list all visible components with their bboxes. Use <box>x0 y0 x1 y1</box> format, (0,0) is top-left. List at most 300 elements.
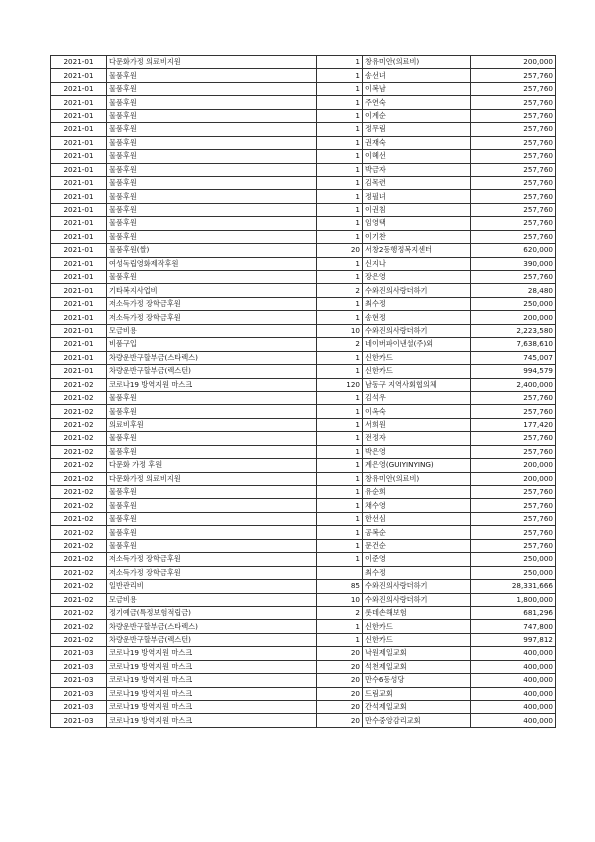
quantity-cell: 20 <box>317 244 363 257</box>
quantity-cell: 1 <box>317 486 363 499</box>
date-cell: 2021-02 <box>51 499 107 512</box>
amount-cell: 28,331,666 <box>471 580 556 593</box>
quantity-cell: 20 <box>317 687 363 700</box>
description-cell: 모금비용 <box>107 593 317 606</box>
description-cell: 물품후원 <box>107 499 317 512</box>
date-cell: 2021-01 <box>51 150 107 163</box>
recipient-cell: 송현정 <box>363 311 471 324</box>
description-cell: 물품후원 <box>107 539 317 552</box>
description-cell: 기타복지사업비 <box>107 284 317 297</box>
quantity-cell: 1 <box>317 351 363 364</box>
recipient-cell: 서희원 <box>363 418 471 431</box>
amount-cell: 257,760 <box>471 405 556 418</box>
table-row <box>51 472 556 485</box>
description-cell: 여성독립영화제작후원 <box>107 257 317 270</box>
description-cell: 코로나19 방역지원 마스크 <box>107 687 317 700</box>
date-cell: 2021-02 <box>51 633 107 646</box>
table-row <box>51 82 556 95</box>
amount-cell: 257,760 <box>471 486 556 499</box>
quantity-cell: 2 <box>317 606 363 619</box>
table-row <box>51 123 556 136</box>
date-cell: 2021-01 <box>51 203 107 216</box>
description-cell: 비품구입 <box>107 338 317 351</box>
description-cell: 차량운반구할부금(렉스턴) <box>107 365 317 378</box>
description-cell: 물품후원 <box>107 271 317 284</box>
recipient-cell: 정무림 <box>363 123 471 136</box>
amount-cell: 250,000 <box>471 297 556 310</box>
description-cell: 모금비용 <box>107 324 317 337</box>
table-row <box>51 701 556 714</box>
table-row <box>51 418 556 431</box>
date-cell: 2021-02 <box>51 378 107 391</box>
date-cell: 2021-01 <box>51 230 107 243</box>
description-cell: 저소득가정 장학금후원 <box>107 553 317 566</box>
description-cell: 물품후원 <box>107 176 317 189</box>
quantity-cell: 1 <box>317 365 363 378</box>
recipient-cell: 신지나 <box>363 257 471 270</box>
description-cell: 물품후원 <box>107 123 317 136</box>
description-cell: 차량운반구할부금(스타렉스) <box>107 351 317 364</box>
description-cell: 다문화 가정 후원 <box>107 459 317 472</box>
quantity-cell: 1 <box>317 82 363 95</box>
quantity-cell: 20 <box>317 674 363 687</box>
recipient-cell: 창유미안(의료비) <box>363 472 471 485</box>
description-cell: 물품후원 <box>107 486 317 499</box>
description-cell: 물품후원 <box>107 150 317 163</box>
amount-cell: 400,000 <box>471 701 556 714</box>
description-cell: 일반관리비 <box>107 580 317 593</box>
date-cell: 2021-03 <box>51 660 107 673</box>
description-cell: 의료비후원 <box>107 418 317 431</box>
table-row <box>51 391 556 404</box>
recipient-cell: 이옥숙 <box>363 405 471 418</box>
date-cell: 2021-02 <box>51 391 107 404</box>
recipient-cell: 롯데손해보험 <box>363 606 471 619</box>
amount-cell: 257,760 <box>471 150 556 163</box>
quantity-cell: 1 <box>317 620 363 633</box>
table-row <box>51 512 556 525</box>
amount-cell: 257,760 <box>471 123 556 136</box>
description-cell: 물품후원 <box>107 190 317 203</box>
amount-cell: 257,760 <box>471 190 556 203</box>
date-cell: 2021-01 <box>51 217 107 230</box>
amount-cell: 257,760 <box>471 96 556 109</box>
table-row <box>51 136 556 149</box>
quantity-cell: 85 <box>317 580 363 593</box>
description-cell: 물품후원 <box>107 96 317 109</box>
quantity-cell: 1 <box>317 539 363 552</box>
amount-cell: 400,000 <box>471 660 556 673</box>
date-cell: 2021-01 <box>51 96 107 109</box>
recipient-cell: 박은영 <box>363 445 471 458</box>
quantity-cell: 1 <box>317 526 363 539</box>
table-row <box>51 633 556 646</box>
quantity-cell: 1 <box>317 512 363 525</box>
amount-cell: 200,000 <box>471 472 556 485</box>
date-cell: 2021-01 <box>51 176 107 189</box>
date-cell: 2021-03 <box>51 647 107 660</box>
amount-cell: 681,296 <box>471 606 556 619</box>
quantity-cell: 1 <box>317 472 363 485</box>
amount-cell: 257,760 <box>471 526 556 539</box>
quantity-cell: 1 <box>317 432 363 445</box>
description-cell: 물품후원 <box>107 391 317 404</box>
date-cell: 2021-03 <box>51 687 107 700</box>
recipient-cell: 수와진의사랑더하기 <box>363 324 471 337</box>
date-cell: 2021-01 <box>51 257 107 270</box>
description-cell: 물품후원 <box>107 445 317 458</box>
date-cell: 2021-03 <box>51 714 107 727</box>
amount-cell: 400,000 <box>471 674 556 687</box>
amount-cell: 745,007 <box>471 351 556 364</box>
description-cell: 정기예금(특정보험적립금) <box>107 606 317 619</box>
amount-cell: 400,000 <box>471 714 556 727</box>
table-row <box>51 365 556 378</box>
amount-cell: 257,760 <box>471 82 556 95</box>
quantity-cell: 20 <box>317 660 363 673</box>
recipient-cell: 이권침 <box>363 203 471 216</box>
description-cell: 물품후원 <box>107 512 317 525</box>
amount-cell: 620,000 <box>471 244 556 257</box>
recipient-cell: 송선녀 <box>363 69 471 82</box>
recipient-cell: 장은영 <box>363 271 471 284</box>
quantity-cell: 1 <box>317 136 363 149</box>
quantity-cell: 20 <box>317 714 363 727</box>
date-cell: 2021-01 <box>51 365 107 378</box>
table-row <box>51 351 556 364</box>
table-row <box>51 647 556 660</box>
quantity-cell: 1 <box>317 123 363 136</box>
amount-cell: 257,760 <box>471 136 556 149</box>
amount-cell: 390,000 <box>471 257 556 270</box>
amount-cell: 747,800 <box>471 620 556 633</box>
recipient-cell: 이혜선 <box>363 150 471 163</box>
description-cell: 물품후원 <box>107 82 317 95</box>
recipient-cell: 서창2동행정복지센터 <box>363 244 471 257</box>
date-cell: 2021-01 <box>51 123 107 136</box>
date-cell: 2021-02 <box>51 486 107 499</box>
recipient-cell: 이기찬 <box>363 230 471 243</box>
amount-cell: 257,760 <box>471 445 556 458</box>
recipient-cell: 창유미안(의료비) <box>363 56 471 69</box>
table-row <box>51 257 556 270</box>
table-row <box>51 109 556 122</box>
recipient-cell: 한선심 <box>363 512 471 525</box>
quantity-cell: 1 <box>317 553 363 566</box>
quantity-cell: 1 <box>317 499 363 512</box>
date-cell: 2021-02 <box>51 593 107 606</box>
quantity-cell: 1 <box>317 163 363 176</box>
description-cell: 물품후원 <box>107 136 317 149</box>
quantity-cell: 1 <box>317 69 363 82</box>
date-cell: 2021-02 <box>51 526 107 539</box>
date-cell: 2021-02 <box>51 418 107 431</box>
amount-cell: 250,000 <box>471 553 556 566</box>
description-cell: 물품후원 <box>107 526 317 539</box>
quantity-cell: 20 <box>317 647 363 660</box>
quantity-cell: 1 <box>317 257 363 270</box>
quantity-cell: 1 <box>317 150 363 163</box>
description-cell: 코로나19 방역지원 마스크 <box>107 701 317 714</box>
amount-cell: 2,223,580 <box>471 324 556 337</box>
table-row <box>51 217 556 230</box>
date-cell: 2021-02 <box>51 620 107 633</box>
amount-cell: 257,760 <box>471 230 556 243</box>
date-cell: 2021-01 <box>51 284 107 297</box>
description-cell: 차량운반구할부금(렉스턴) <box>107 633 317 646</box>
recipient-cell: 박금자 <box>363 163 471 176</box>
table-row <box>51 271 556 284</box>
recipient-cell: 신한카드 <box>363 620 471 633</box>
description-cell: 코로나19 방역지원 마스크 <box>107 714 317 727</box>
table-row <box>51 553 556 566</box>
quantity-cell: 1 <box>317 633 363 646</box>
description-cell: 다문화가정 의료비지원 <box>107 472 317 485</box>
description-cell: 물품후원 <box>107 163 317 176</box>
quantity-cell: 2 <box>317 338 363 351</box>
description-cell: 물품후원 <box>107 405 317 418</box>
date-cell: 2021-01 <box>51 351 107 364</box>
amount-cell: 257,760 <box>471 69 556 82</box>
quantity-cell: 10 <box>317 593 363 606</box>
description-cell: 코로나19 방역지원 마스크 <box>107 674 317 687</box>
quantity-cell: 1 <box>317 405 363 418</box>
description-cell: 다문화가정 의료비지원 <box>107 56 317 69</box>
date-cell: 2021-01 <box>51 324 107 337</box>
quantity-cell: 20 <box>317 701 363 714</box>
amount-cell: 200,000 <box>471 56 556 69</box>
recipient-cell: 이계순 <box>363 109 471 122</box>
amount-cell: 200,000 <box>471 311 556 324</box>
recipient-cell: 신한카드 <box>363 633 471 646</box>
recipient-cell: 채수영 <box>363 499 471 512</box>
amount-cell: 994,579 <box>471 365 556 378</box>
date-cell: 2021-02 <box>51 445 107 458</box>
quantity-cell: 1 <box>317 391 363 404</box>
date-cell: 2021-03 <box>51 701 107 714</box>
recipient-cell: 신한카드 <box>363 351 471 364</box>
date-cell: 2021-01 <box>51 271 107 284</box>
amount-cell: 257,760 <box>471 391 556 404</box>
amount-cell: 250,000 <box>471 566 556 579</box>
recipient-cell: 정필녀 <box>363 190 471 203</box>
quantity-cell: 1 <box>317 445 363 458</box>
date-cell: 2021-01 <box>51 163 107 176</box>
quantity-cell: 2 <box>317 284 363 297</box>
table-row <box>51 311 556 324</box>
amount-cell: 257,760 <box>471 271 556 284</box>
date-cell: 2021-02 <box>51 432 107 445</box>
table-row <box>51 176 556 189</box>
quantity-cell: 10 <box>317 324 363 337</box>
recipient-cell: 전정자 <box>363 432 471 445</box>
amount-cell: 997,812 <box>471 633 556 646</box>
amount-cell: 257,760 <box>471 539 556 552</box>
description-cell: 저소득가정 장학금후원 <box>107 311 317 324</box>
amount-cell: 257,760 <box>471 203 556 216</box>
table-row <box>51 580 556 593</box>
table-row <box>51 459 556 472</box>
description-cell: 저소득가정 장학금후원 <box>107 297 317 310</box>
amount-cell: 400,000 <box>471 687 556 700</box>
amount-cell: 257,760 <box>471 499 556 512</box>
recipient-cell: 간석제일교회 <box>363 701 471 714</box>
recipient-cell: 드림교회 <box>363 687 471 700</box>
recipient-cell: 계은영(GUIYINYING) <box>363 459 471 472</box>
date-cell: 2021-01 <box>51 82 107 95</box>
date-cell: 2021-01 <box>51 109 107 122</box>
recipient-cell: 최수정 <box>363 566 471 579</box>
recipient-cell: 최수정 <box>363 297 471 310</box>
description-cell: 물품후원 <box>107 109 317 122</box>
recipient-cell: 만수6동성당 <box>363 674 471 687</box>
recipient-cell: 권재숙 <box>363 136 471 149</box>
quantity-cell <box>317 566 363 579</box>
recipient-cell: 낙원제일교회 <box>363 647 471 660</box>
recipient-cell: 수와진의사랑더하기 <box>363 593 471 606</box>
table-row <box>51 445 556 458</box>
recipient-cell: 주연숙 <box>363 96 471 109</box>
date-cell: 2021-02 <box>51 539 107 552</box>
recipient-cell: 수와진의사랑더하기 <box>363 580 471 593</box>
date-cell: 2021-02 <box>51 512 107 525</box>
date-cell: 2021-01 <box>51 338 107 351</box>
table-row <box>51 674 556 687</box>
table-row <box>51 405 556 418</box>
date-cell: 2021-01 <box>51 190 107 203</box>
table-row <box>51 499 556 512</box>
recipient-cell: 수와진의사랑더하기 <box>363 284 471 297</box>
amount-cell: 2,400,000 <box>471 378 556 391</box>
quantity-cell: 1 <box>317 230 363 243</box>
table-row <box>51 687 556 700</box>
recipient-cell: 유순희 <box>363 486 471 499</box>
date-cell: 2021-02 <box>51 566 107 579</box>
recipient-cell: 문건순 <box>363 539 471 552</box>
recipient-cell: 공복순 <box>363 526 471 539</box>
table-row <box>51 714 556 727</box>
quantity-cell: 1 <box>317 56 363 69</box>
quantity-cell: 1 <box>317 176 363 189</box>
recipient-cell: 네이버파이낸셜(주)외 <box>363 338 471 351</box>
amount-cell: 257,760 <box>471 512 556 525</box>
table-row <box>51 526 556 539</box>
table-row <box>51 230 556 243</box>
quantity-cell: 1 <box>317 109 363 122</box>
description-cell: 물품후원 <box>107 69 317 82</box>
quantity-cell: 1 <box>317 96 363 109</box>
description-cell: 물품후원 <box>107 230 317 243</box>
date-cell: 2021-03 <box>51 674 107 687</box>
ledger-body <box>51 56 556 728</box>
recipient-cell: 이복남 <box>363 82 471 95</box>
table-row <box>51 96 556 109</box>
recipient-cell: 김목련 <box>363 176 471 189</box>
date-cell: 2021-02 <box>51 606 107 619</box>
description-cell: 코로나19 방역지원 마스크 <box>107 647 317 660</box>
table-row <box>51 284 556 297</box>
table-row <box>51 338 556 351</box>
table-row <box>51 593 556 606</box>
amount-cell: 257,760 <box>471 217 556 230</box>
amount-cell: 257,760 <box>471 163 556 176</box>
table-row <box>51 324 556 337</box>
date-cell: 2021-02 <box>51 405 107 418</box>
amount-cell: 7,638,610 <box>471 338 556 351</box>
recipient-cell: 김석우 <box>363 391 471 404</box>
description-cell: 물품후원 <box>107 203 317 216</box>
recipient-cell: 석천제일교회 <box>363 660 471 673</box>
quantity-cell: 1 <box>317 203 363 216</box>
date-cell: 2021-01 <box>51 69 107 82</box>
date-cell: 2021-01 <box>51 311 107 324</box>
table-row <box>51 378 556 391</box>
quantity-cell: 1 <box>317 217 363 230</box>
ledger-table <box>50 55 556 728</box>
amount-cell: 1,800,000 <box>471 593 556 606</box>
description-cell: 물품후원(쌀) <box>107 244 317 257</box>
table-row <box>51 486 556 499</box>
quantity-cell: 1 <box>317 271 363 284</box>
table-row <box>51 56 556 69</box>
table-row <box>51 620 556 633</box>
amount-cell: 200,000 <box>471 459 556 472</box>
recipient-cell: 남동구 지역사회협의체 <box>363 378 471 391</box>
amount-cell: 177,420 <box>471 418 556 431</box>
quantity-cell: 1 <box>317 418 363 431</box>
recipient-cell: 이준영 <box>363 553 471 566</box>
date-cell: 2021-02 <box>51 580 107 593</box>
recipient-cell: 만수중앙감리교회 <box>363 714 471 727</box>
quantity-cell: 120 <box>317 378 363 391</box>
description-cell: 물품후원 <box>107 432 317 445</box>
table-row <box>51 244 556 257</box>
date-cell: 2021-01 <box>51 244 107 257</box>
table-row <box>51 660 556 673</box>
date-cell: 2021-02 <box>51 472 107 485</box>
table-row <box>51 539 556 552</box>
amount-cell: 257,760 <box>471 176 556 189</box>
quantity-cell: 1 <box>317 459 363 472</box>
quantity-cell: 1 <box>317 311 363 324</box>
amount-cell: 28,480 <box>471 284 556 297</box>
amount-cell: 257,760 <box>471 109 556 122</box>
description-cell: 차량운반구할부금(스타렉스) <box>107 620 317 633</box>
amount-cell: 257,760 <box>471 432 556 445</box>
description-cell: 코로나19 방역지원 마스크 <box>107 378 317 391</box>
description-cell: 코로나19 방역지원 마스크 <box>107 660 317 673</box>
date-cell: 2021-01 <box>51 136 107 149</box>
table-row <box>51 163 556 176</box>
quantity-cell: 1 <box>317 297 363 310</box>
table-row <box>51 69 556 82</box>
recipient-cell: 신한카드 <box>363 365 471 378</box>
date-cell: 2021-01 <box>51 56 107 69</box>
table-row <box>51 150 556 163</box>
date-cell: 2021-02 <box>51 553 107 566</box>
table-row <box>51 432 556 445</box>
table-row <box>51 606 556 619</box>
table-row <box>51 297 556 310</box>
date-cell: 2021-02 <box>51 459 107 472</box>
table-row <box>51 203 556 216</box>
quantity-cell: 1 <box>317 190 363 203</box>
date-cell: 2021-01 <box>51 297 107 310</box>
table-row <box>51 566 556 579</box>
description-cell: 물품후원 <box>107 217 317 230</box>
recipient-cell: 임영택 <box>363 217 471 230</box>
table-row <box>51 190 556 203</box>
